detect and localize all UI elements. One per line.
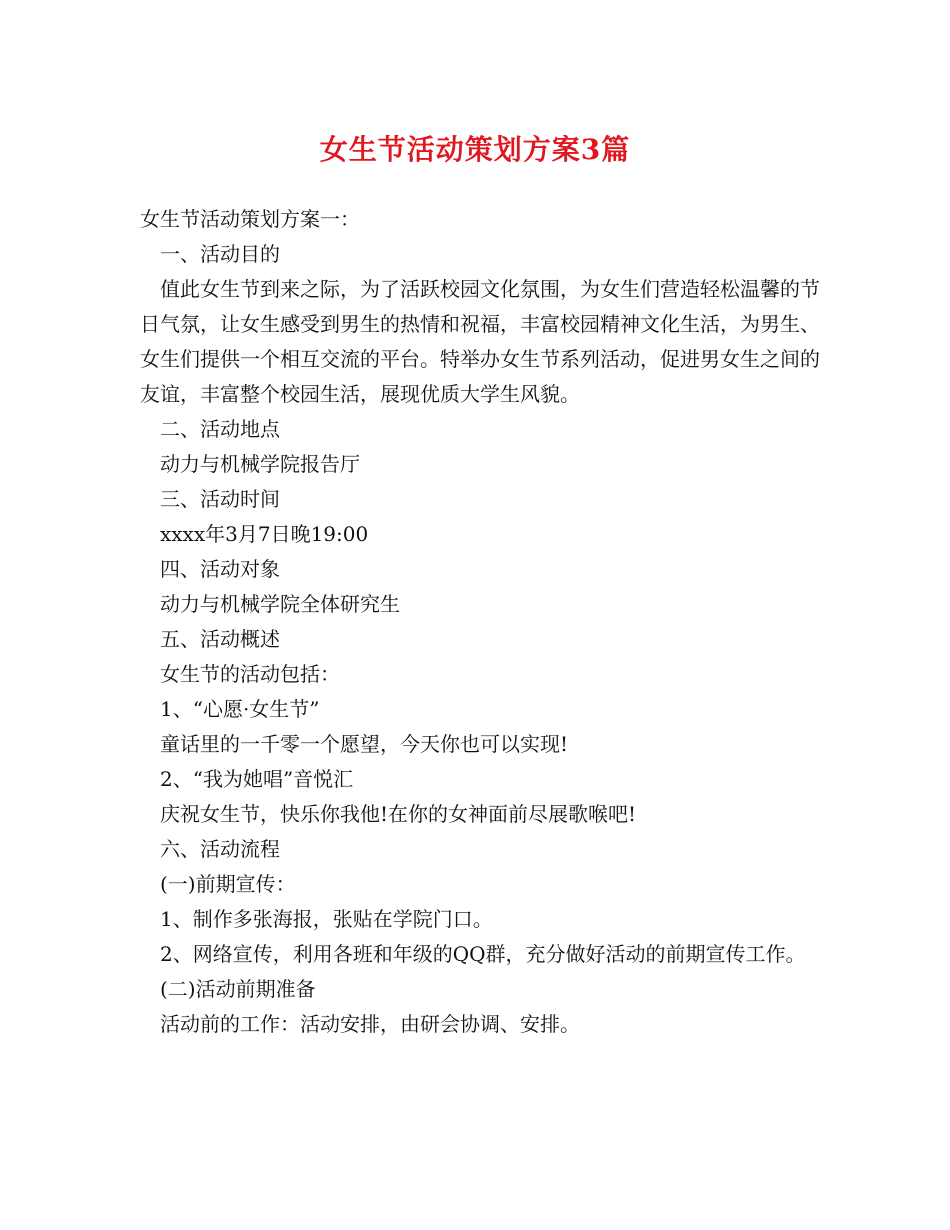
paragraph: 1、制作多张海报，张贴在学院门口。 <box>160 907 493 931</box>
paragraph: 动力与机械学院报告厅 <box>160 452 360 476</box>
paragraph: 活动前的工作：活动安排，由研会协调、安排。 <box>160 1012 580 1036</box>
paragraph: 二、活动地点 <box>160 417 280 441</box>
paragraph: (一)前期宣传： <box>160 872 296 896</box>
paragraph: 2、“我为她唱”音悦汇 <box>160 767 354 791</box>
paragraph: 五、活动概述 <box>160 627 280 651</box>
document-body <box>140 202 820 1042</box>
paragraph: 值此女生节到来之际，为了活跃校园文化氛围，为女生们营造轻松温馨的节日气氛，让女生感受到男生的热情和祝福，丰富校园精神文化生活，为男生、女生们提供一个相互交流的平台。特举办女生节系列活动，促进男女生之间的友谊，丰富整个校园生活，展现优质大学生风貌。 <box>140 277 820 406</box>
paragraph: (二)活动前期准备 <box>160 977 316 1001</box>
paragraph: 四、活动对象 <box>160 557 280 581</box>
paragraph: 三、活动时间 <box>160 487 280 511</box>
paragraph: 动力与机械学院全体研究生 <box>160 592 400 616</box>
paragraph: 一、活动目的 <box>160 242 280 266</box>
paragraph: 女生节活动策划方案一： <box>140 207 360 231</box>
paragraph: 童话里的一千零一个愿望，今天你也可以实现! <box>160 732 569 756</box>
paragraph: 女生节的活动包括： <box>160 662 340 686</box>
paragraph: 庆祝女生节，快乐你我他!在你的女神面前尽展歌喉吧! <box>160 802 637 826</box>
paragraph: 六、活动流程 <box>160 837 280 861</box>
paragraph: xxxx年3月7日晚19:00 <box>160 522 369 546</box>
document-title: 女生节活动策划方案3篇 <box>319 133 631 166</box>
paragraph: 2、网络宣传，利用各班和年级的QQ群，充分做好活动的前期宣传工作。 <box>160 942 806 966</box>
paragraph: 1、“心愿·女生节” <box>160 697 320 721</box>
